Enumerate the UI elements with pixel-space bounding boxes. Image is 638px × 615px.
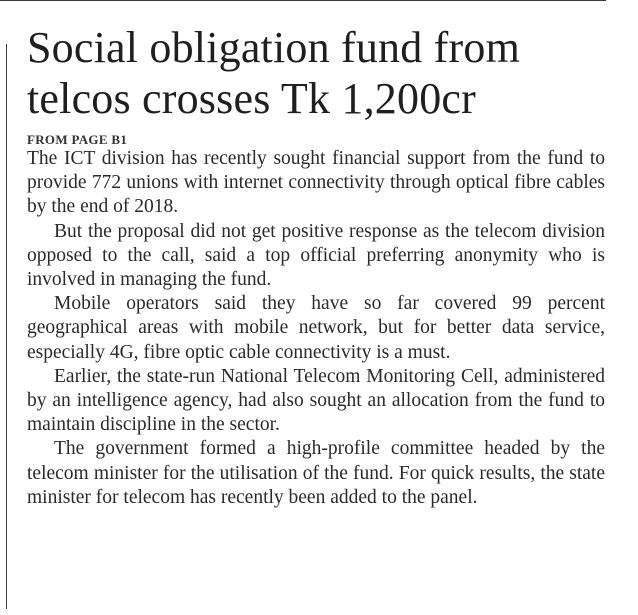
article-body bbox=[27, 147, 605, 510]
column-divider bbox=[6, 44, 7, 609]
body-paragraph: The government formed a high-profile committee headed by the telecom minister for the utilisation of the fund. For quick results, the state minister for telecom has recently been added to the panel. bbox=[27, 438, 605, 508]
jump-label: FROM PAGE B1 bbox=[27, 132, 128, 147]
article-headline: Social obligation fund from telcos crosses Tk 1,200cr bbox=[27, 23, 520, 123]
news-article bbox=[27, 22, 605, 510]
body-paragraph: The ICT division has recently sought financial support from the fund to provide 772 unions with internet connectivity through optical fibre cables by the end of 2018. bbox=[27, 148, 605, 218]
body-paragraph: Mobile operators said they have so far covered 99 percent geographical areas with mobile network, but for better data service, especially 4G, fibre optic cable connectivity is a must. bbox=[27, 293, 605, 363]
top-divider bbox=[0, 0, 606, 1]
body-paragraph: But the proposal did not get positive response as the telecom division opposed to the call, said a top official preferring anonymity who is involved in managing the fund. bbox=[27, 220, 605, 291]
body-paragraph: Earlier, the state-run National Telecom Monitoring Cell, administered by an intelligence agency, had also sought an allocation from the fund to maintain discipline in the sector. bbox=[27, 365, 605, 436]
